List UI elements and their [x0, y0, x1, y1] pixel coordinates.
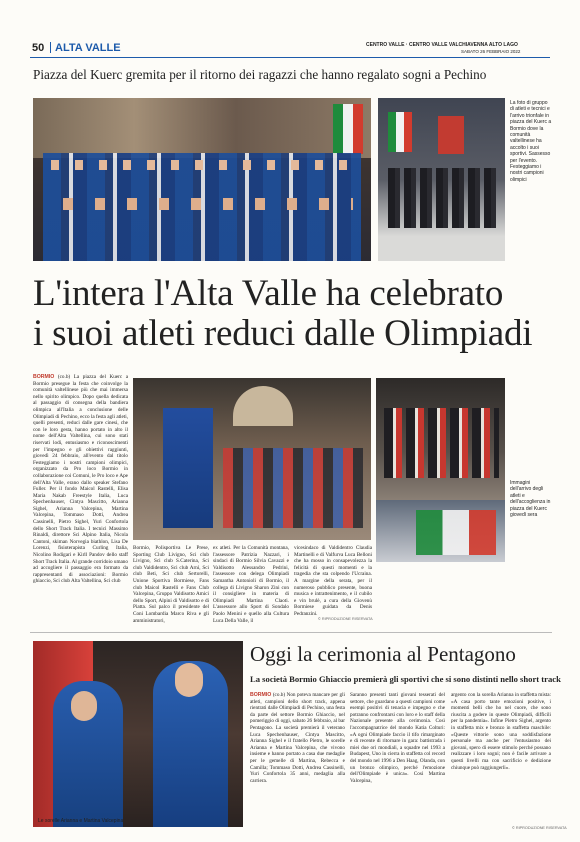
main-headline — [33, 274, 553, 354]
page-number: 50 — [32, 42, 45, 54]
flag-shape — [416, 510, 496, 555]
page-header — [28, 40, 552, 56]
side-photo-caption: Immagini dell'arrivo degli atleti e dell'accoglienza in piazza del Kuerc giovedì sera — [510, 480, 551, 519]
column-text: La piazza del Kuerc a Bormio presegue la festa che coinvolge la comunità valtellinese più che mai immersa nello spirito olimpico. Dopo quella dedicata al passaggio di consegna della bandiera olimpica all'Italia a conclusione delle Olimpiadi di Pechino, ecco la festa agli atleti, quelli presenti, reduci dalle gare cinesi, che con le loro gesta, hanno portato in alto il nome dell'Alta Valtellina, cui sono stati riservati lodi, entusiasmo e riconoscimenti per l'impegno e gli obiettivi raggiunti, giovedì 24 febbraio, all'evento dal titolo Festeggiamo i nostri campioni olimpici, organizzato da Pro loco Bormio in collaborazione coi Comuni, le Pro loco e Ape dell'Alta Valle, erano dallo speaker Stefano Fuller. Per il fondo Maicol Rastelli, Elisa Maria Nakab Freestyle Italia, Luca Spechenhauser, Cintya Mascitto, Arianna Sighel, Arianna Valcepina, Martina Valcepina, Tommaso Dotti, Andrea Cassinelli, Pietro Sighel, Yuri Confortola dello Short Track Italia. I tecnici Massimo Rinaldi, direttore Sci Alpino Italia, Nicola Cantoni, skiman Norvegia biathlon, Lisa De Lorenzi, fisioterapista Curling Italia, Nicolino Rodigari e Kirll Pandov dello staff Short Track Italia. Al grande corridoio umano ad accogliere il passaggio era formato da rappresentanti di associazioni: Bormio ghiaccio, Sci club Alta Valtellina, Sci club — [33, 374, 128, 585]
people-shape — [388, 168, 498, 228]
face-shape — [175, 663, 203, 697]
article2-column-3: argento con la sorella Arianna in staffetta mista: «A casa porto tante emozioni positive, i momenti belli che ho nel cuore, che sono riuscita a godere in queste Olimpiadi, difficili per la pandemia». Infine Pietro Sighel, argento in staffetta mix e bronzo in staffetta maschile: «Queste vittorie sono una soddisfazione personale ma anche per l'entusiasmo dei giovani, spero di essere stimolo perché possano realizzare i loro sogni; non è facile arrivare a questi livelli ma con sacrificio e dedizione chiunque può raggiungerli». — [451, 692, 551, 771]
arrival-photo — [378, 98, 505, 261]
section-title: ALTA VALLE — [55, 42, 121, 54]
group-photo — [33, 98, 371, 261]
article-column-4: vicesindaco di Valdidentro Claudia Martinelli e di Valfurva Luca Belloni che ha mosso in consapevolezza la felicità di questi momenti e la tragedia che sta colpendo l'Ucraina. A margine della serata, per il numeroso pubblico presente, buona musica e intrattenimento, e il cubilo e vin brulè, a cura della Giovenù Bormiese guidata da Denis Pedranzini. — [294, 545, 372, 617]
article-kicker-headline: Piazza del Kuerc gremita per il ritorno dei ragazzi che hanno regalato sogni a Pechino — [33, 67, 487, 82]
event-photo-2 — [376, 378, 505, 500]
article2-column-1 — [250, 692, 345, 784]
header-rule — [30, 57, 550, 58]
flag-shape — [333, 104, 363, 154]
dateline: BORMIO — [250, 692, 272, 698]
crowd-shape — [223, 448, 363, 528]
flag-shape — [388, 112, 412, 152]
arch-shape — [233, 386, 293, 426]
article2-subheadline: La società Bormio Ghiaccio premierà gli sportivi che si sono distinti nello short track — [250, 674, 561, 684]
photo-caption: La foto di gruppo di atleti e tecnici e l'arrivo trionfale in piazza del Kuerc a Bormio dove la comunità valtellinese ha accolto i suoi sportivi. Sassesso per l'evento. Festeggiamo i nostri campioni olimpici — [510, 100, 552, 183]
athlete-shape — [163, 408, 213, 528]
faces-row — [51, 160, 351, 170]
article-column-2: Bormio, Polisportiva Le Prese, Sporting Club Livigno, Sci club Livigno, Sci club S.Caterina, Sci club Valdidentro, Sci club Arnì, Sci club Beti, Sci club Sertorelli, Unione Sportiva Bormiese, Fans club Maicol Rastelli e Fans Club Valcepina, Gruppo Valdisotto Amici dello Sport, Alpini di Valdisotto e di Piatta. Sul palco il presidente del Coni Lombardia Marco Riva e gli amministratori, — [133, 545, 209, 624]
event-photo-1 — [133, 378, 371, 540]
valcepina-photo — [33, 641, 243, 827]
author-tag: (co.b) — [272, 692, 286, 698]
issue-date: SABATO 26 FEBBRAIO 2022 — [461, 49, 521, 54]
article2-copyright: © RIPRODUZIONE RISERVATA — [512, 826, 567, 830]
photo-backdrop — [33, 98, 371, 158]
article2-column-2: Saranno presenti tanti giovani tesserati del settore, che guardano a questi campioni come esempi positivi di tenacia e impegno e che potranno confrontarsi con loro e lo staff della Nazionale presente alla cerimonia. Così l'accompagnatrice del mondo Katia Colturi: «A ogni Olimpiade faccio il tifo rimarginato e di recente di ritornare in gara: battistrada i miei due ori mondiali, a squadre nel 1993 a Budapest, Uno in cierra in staffetta col record del mondo nel 1996 a Den Haag, Olanda, con un bronzo olimpico, perché l'emozione dell'Olimpiade è unica». Così Martina Valcepina, — [350, 692, 445, 784]
publication-name: CENTRO VALLE · CENTRO VALLE VALCHIAVENNA ALTO LAGO — [366, 42, 518, 48]
article-divider — [30, 632, 552, 633]
article2-headline: Oggi la cerimonia al Pentagono — [250, 642, 516, 666]
officials-shape — [384, 408, 499, 478]
article-column-1 — [33, 374, 128, 624]
headline-line-2: i suoi atleti reduci dalle Olimpiadi — [33, 313, 533, 354]
dateline: BORMIO — [33, 374, 55, 380]
column-text: Non poteva mancare per gli atleti, campioni dello short track, appena rientrati dalle Olimpiadi di Pechino, una festa da parte del settore Bormio Ghiaccio, nel pomeriggio di oggi, sabato 26 febbraio, al bar Pentagono. La società premierà il veterano Luca Spechenhauser, Cintya Mascitto, Arianna Sighel e il fratello Pietro, le sorelle Arianna e Martina Valcepina, che vivono insieme e hanno portato a casa due medaglie per le gemelle di Martina, Rebecca e Camilla; Tommaso Dotti, Andrea Cassinelli, Yuri Confortola 35 anni, medaglia alla carriera. — [250, 692, 345, 784]
faces-row-front — [63, 198, 353, 210]
section-divider — [50, 42, 51, 53]
author-tag: (co.b) — [57, 374, 71, 380]
flag-shape — [438, 116, 464, 154]
copyright: © RIPRODUZIONE RISERVATA — [318, 617, 373, 621]
article-column-3: ex atleti. Per la Comunità montana, l'assessore Patrizia Nazzari, i sindaci di Bormio Silvia Cavazzi e Valdisotto Alessandro Pedrini, l'assessore con delega Olimpiadi Samantha Antonioli di Bormio, il collega di Livigno Sharon Zini con il consigliere in materia di Olimpiadi Martina Claoti. L'assessore allo Sport di Sondalo Paolo Menini e quello alla Cultura Luca Della Valle, il — [213, 545, 289, 624]
headline-line-1: L'intera l'Alta Valle ha celebrato — [33, 273, 504, 314]
face-shape — [71, 691, 97, 721]
event-photo-3 — [376, 500, 505, 562]
valcepina-photo-caption: Le sorelle Arianna e Martina Valcepina — [38, 818, 124, 824]
